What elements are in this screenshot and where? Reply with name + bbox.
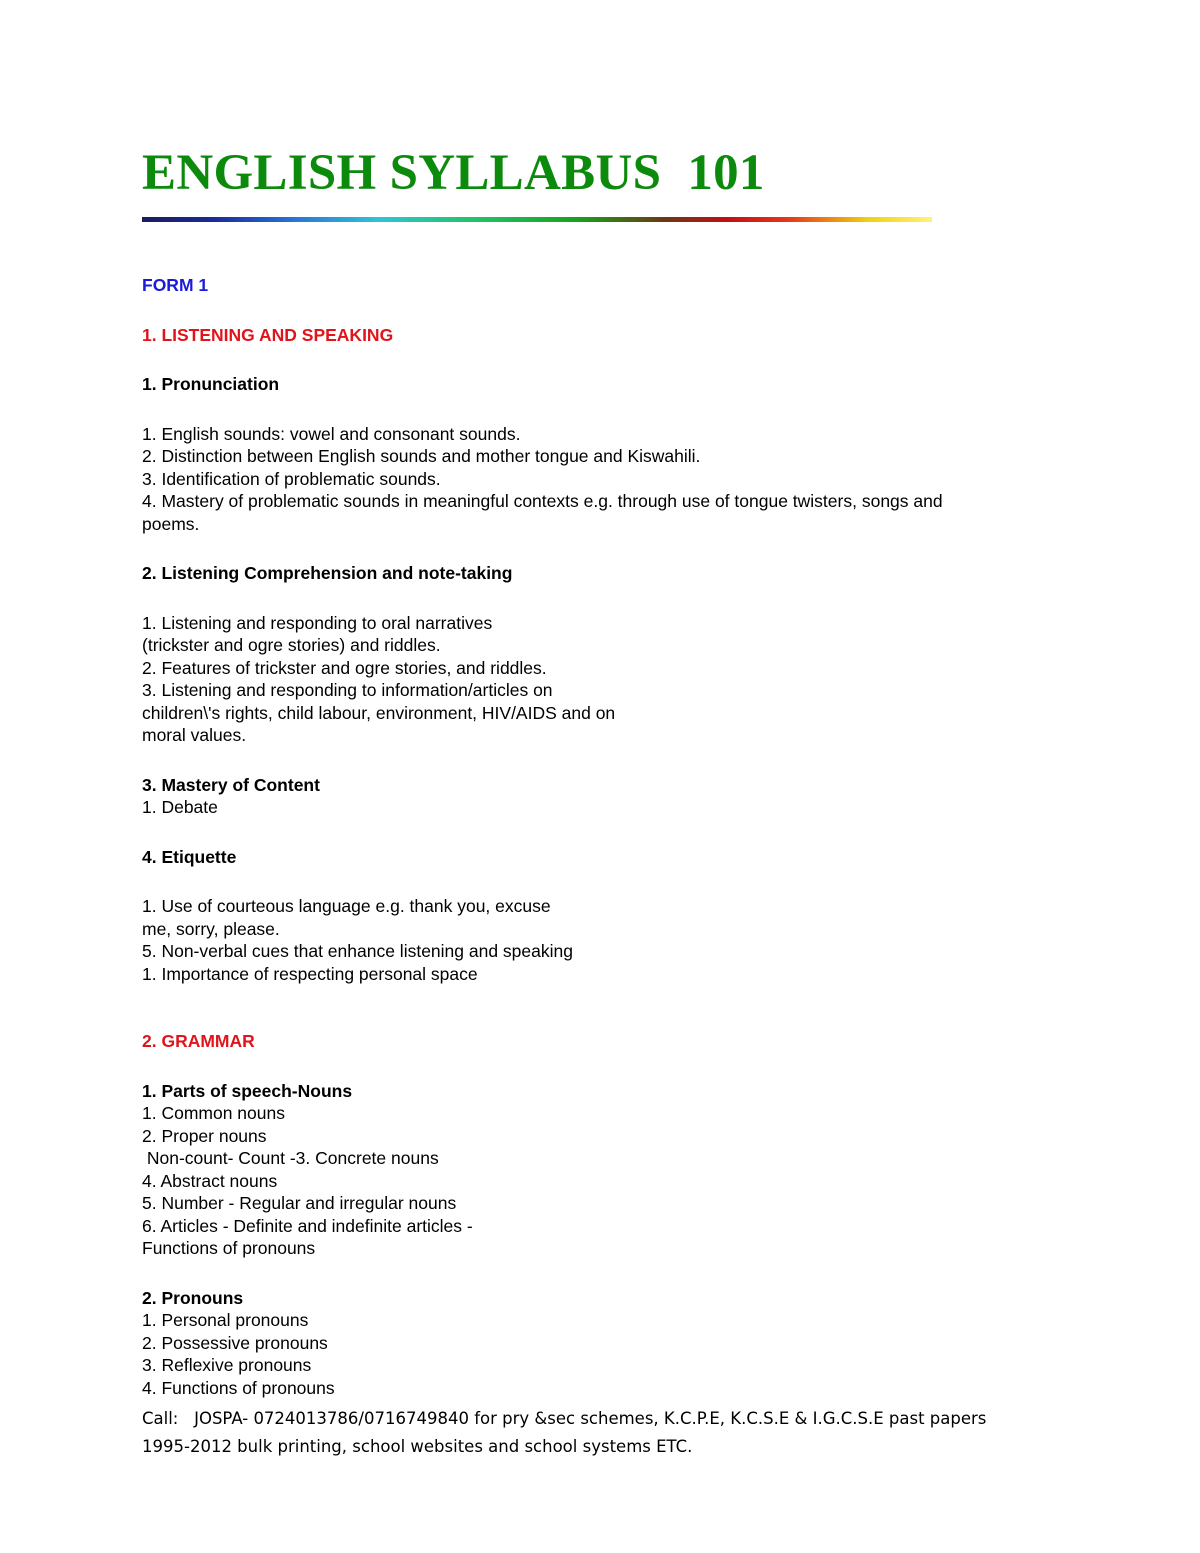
- subsection-heading-nouns: 1. Parts of speech-Nouns: [142, 1080, 353, 1101]
- list-item: 4. Abstract nouns: [142, 1170, 278, 1191]
- subsection-heading-pronunciation: 1. Pronunciation: [142, 374, 280, 394]
- list-item: 1. Debate: [142, 797, 218, 817]
- footer-contact: [142, 1405, 1082, 1461]
- list-item: 4. Functions of pronouns: [142, 1377, 335, 1398]
- subsection-heading-pronouns: 2. Pronouns: [142, 1287, 244, 1308]
- list-item: poems.: [142, 513, 200, 534]
- footer-line: 1995-2012 bulk printing, school websites and school systems ETC.: [142, 1437, 693, 1456]
- list-item: 2. Distinction between English sounds and mother tongue and Kiswahili.: [142, 446, 701, 466]
- list-item: (trickster and ogre stories) and riddles.: [142, 635, 441, 655]
- section-heading-listening-speaking: 1. LISTENING AND SPEAKING: [142, 324, 394, 345]
- list-item: 1. Use of courteous language e.g. thank you, excuse: [142, 896, 551, 916]
- list-item: 1. Common nouns: [142, 1103, 285, 1123]
- list-item: 2. Features of trickster and ogre stories, and riddles.: [142, 657, 547, 678]
- section-heading-grammar: 2. GRAMMAR: [142, 1031, 255, 1051]
- list-item: 3. Reflexive pronouns: [142, 1355, 312, 1375]
- list-item: 4. Mastery of problematic sounds in meaningful contexts e.g. through use of tongue twisters, songs and: [142, 491, 943, 511]
- list-item: 6. Articles - Definite and indefinite articles -: [142, 1215, 473, 1236]
- list-item: 1. Listening and responding to oral narratives: [142, 612, 493, 633]
- subsection-heading-mastery-of-content: 3. Mastery of Content: [142, 774, 320, 795]
- list-item: 3. Listening and responding to information/articles on: [142, 680, 553, 700]
- list-item: 5. Non-verbal cues that enhance listening and speaking: [142, 941, 573, 961]
- list-item: Functions of pronouns: [142, 1238, 316, 1258]
- syllabus-body: [142, 274, 1062, 1399]
- gradient-divider: [142, 217, 932, 222]
- list-item: 1. English sounds: vowel and consonant sounds.: [142, 423, 521, 444]
- list-item: 5. Number - Regular and irregular nouns: [142, 1193, 457, 1213]
- list-item: Non-count- Count -3. Concrete nouns: [142, 1148, 439, 1168]
- list-item: 1. Personal pronouns: [142, 1310, 309, 1330]
- form-label: FORM 1: [142, 275, 209, 295]
- list-item: 2. Possessive pronouns: [142, 1332, 328, 1353]
- list-item: children\'s rights, child labour, environment, HIV/AIDS and on: [142, 702, 616, 723]
- list-item: 2. Proper nouns: [142, 1125, 267, 1146]
- list-item: me, sorry, please.: [142, 918, 280, 939]
- footer-line: Call: JOSPA- 0724013786/0716749840 for pry &sec schemes, K.C.P.E, K.C.S.E & I.G.C.S.E past papers: [142, 1409, 987, 1428]
- list-item: 1. Importance of respecting personal space: [142, 963, 478, 984]
- subsection-heading-etiquette: 4. Etiquette: [142, 846, 237, 867]
- document-title: ENGLISH SYLLABUS 101: [142, 145, 765, 201]
- subsection-heading-listening-comprehension: 2. Listening Comprehension and note-taking: [142, 563, 513, 583]
- list-item: moral values.: [142, 725, 247, 745]
- list-item: 3. Identification of problematic sounds.: [142, 468, 441, 489]
